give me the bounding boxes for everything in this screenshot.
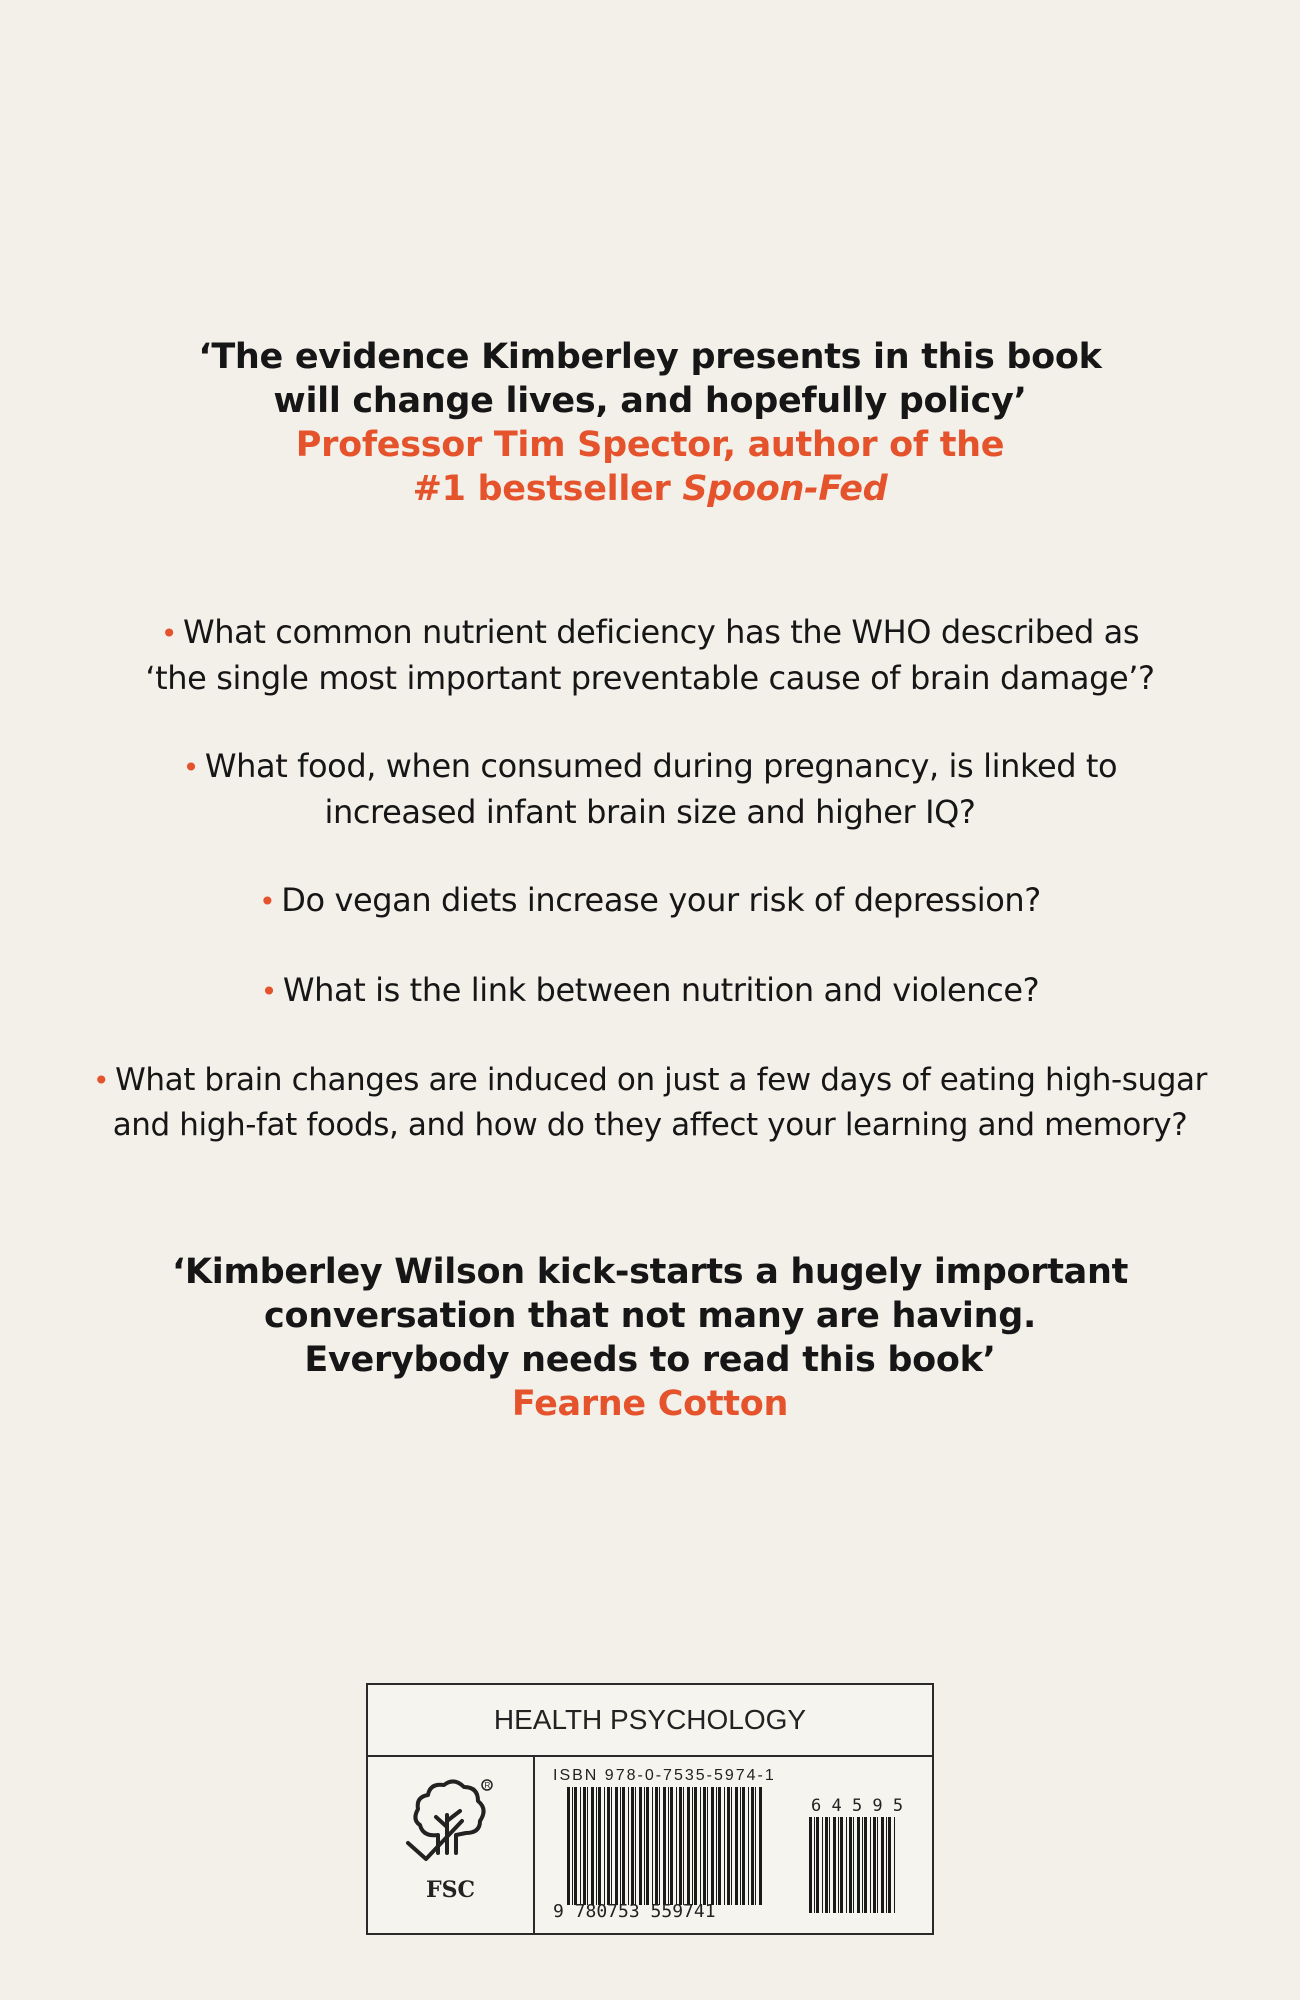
quote-bottom xyxy=(0,1250,1300,1426)
barcode-bar xyxy=(707,1787,708,1905)
isbn-text: ISBN 978-0-7535-5974-1 xyxy=(553,1767,776,1784)
barcode-bar xyxy=(727,1787,730,1905)
bullet-dot-icon: • xyxy=(93,1064,110,1097)
barcode-bar xyxy=(829,1817,830,1913)
barcode-bar xyxy=(809,1817,812,1913)
quote-bottom-line-1: ‘Kimberley Wilson kick-starts a hugely important xyxy=(171,1252,1129,1292)
barcode-bar xyxy=(574,1787,577,1905)
barcode-bar xyxy=(816,1817,819,1913)
barcode-bar xyxy=(853,1817,854,1913)
barcode-bar xyxy=(583,1787,586,1905)
question-line: • What brain changes are induced on just a few days of eating high-sugar xyxy=(93,1062,1207,1098)
barcode-bar xyxy=(639,1787,642,1905)
barcode-bar xyxy=(683,1787,684,1905)
question-line: increased infant brain size and higher IQ? xyxy=(324,793,976,831)
barcode-bar xyxy=(607,1787,610,1905)
fsc-box xyxy=(368,1755,535,1933)
barcode-bar xyxy=(679,1787,682,1905)
barcode-panel xyxy=(366,1683,934,1935)
barcode-bar xyxy=(740,1787,741,1905)
barcode-bar xyxy=(888,1817,891,1913)
question-item xyxy=(0,1058,1300,1147)
question-item xyxy=(0,968,1300,1014)
quote-top-line-1: ‘The evidence Kimberley presents in this book xyxy=(198,337,1102,377)
bullet-dot-icon: • xyxy=(182,751,199,784)
barcode-bar xyxy=(840,1817,843,1913)
barcode-digits: 9 780753 559741 xyxy=(553,1901,716,1922)
question-line: • What is the link between nutrition and violence? xyxy=(260,971,1040,1009)
barcode-bar xyxy=(635,1787,636,1905)
barcode-bar xyxy=(646,1787,649,1905)
barcode-bar xyxy=(652,1787,653,1905)
barcode-bar xyxy=(877,1817,878,1913)
fsc-label: FSC xyxy=(425,1877,476,1903)
quote-bottom-attribution: Fearne Cotton xyxy=(511,1384,789,1424)
barcode-bar xyxy=(894,1817,895,1913)
barcode-bar xyxy=(598,1787,601,1905)
barcode-bar xyxy=(759,1787,762,1905)
barcode-bar xyxy=(663,1787,666,1905)
barcode-bar xyxy=(881,1817,884,1913)
barcode-bar xyxy=(751,1787,754,1905)
quote-bottom-line-2: conversation that not many are having. xyxy=(264,1296,1036,1336)
barcode-bar xyxy=(655,1787,658,1905)
question-line: ‘the single most important preventable cause of brain damage’? xyxy=(145,659,1155,697)
barcode-bar xyxy=(622,1787,625,1905)
barcode-bar xyxy=(700,1787,701,1905)
barcode-bar xyxy=(838,1817,839,1913)
barcode-bar xyxy=(611,1787,612,1905)
quote-top xyxy=(0,335,1300,511)
barcode-bar xyxy=(718,1787,721,1905)
barcode-bar xyxy=(567,1787,570,1905)
barcode-bar xyxy=(670,1787,673,1905)
barcode-bar xyxy=(755,1787,756,1905)
barcode-bar xyxy=(644,1787,645,1905)
bestseller-text: #1 bestseller xyxy=(412,469,683,509)
svg-text:R: R xyxy=(484,1781,491,1790)
barcode-bar xyxy=(742,1787,745,1905)
barcode-bar xyxy=(694,1787,697,1905)
bullet-dot-icon: • xyxy=(160,617,177,650)
barcode-bar xyxy=(862,1817,863,1913)
barcode-bar xyxy=(604,1787,605,1905)
barcode-bar xyxy=(873,1817,876,1913)
question-line: • What common nutrient deficiency has the WHO described as xyxy=(160,613,1140,651)
book-title-spoon-fed: Spoon-Fed xyxy=(682,469,888,509)
barcode-bar xyxy=(735,1787,738,1905)
barcode-bar xyxy=(615,1787,618,1905)
barcode-bar xyxy=(587,1787,588,1905)
barcode-bar xyxy=(748,1787,749,1905)
quote-top-attribution-line-1: Professor Tim Spector, author of the xyxy=(295,425,1005,465)
question-line: and high-fat foods, and how do they affect your learning and memory? xyxy=(112,1107,1188,1143)
barcode-bar xyxy=(668,1787,669,1905)
barcode-bar xyxy=(591,1787,594,1905)
barcode-bar xyxy=(676,1787,677,1905)
barcode-bars-main xyxy=(567,1787,762,1905)
barcode-bar xyxy=(716,1787,717,1905)
question-item xyxy=(0,744,1300,834)
question-item xyxy=(0,610,1300,700)
barcode-bar xyxy=(711,1787,714,1905)
barcode-bar xyxy=(814,1817,815,1913)
question-line: • Do vegan diets increase your risk of depression? xyxy=(259,881,1041,919)
barcode-bar xyxy=(724,1787,725,1905)
bullet-dot-icon: • xyxy=(259,885,276,918)
barcode-bar xyxy=(659,1787,660,1905)
barcode-bar xyxy=(833,1817,836,1913)
barcode-bar xyxy=(825,1817,828,1913)
quote-top-line-2: will change lives, and hopefully policy’ xyxy=(273,381,1027,421)
addon-digits: 6 4 5 9 5 xyxy=(811,1796,904,1816)
quote-bottom-line-3: Everybody needs to read this book’ xyxy=(304,1340,996,1380)
question-line: • What food, when consumed during pregnancy, is linked to xyxy=(182,747,1118,785)
barcode-bar xyxy=(849,1817,852,1913)
question-item xyxy=(0,878,1300,924)
barcode-bar xyxy=(864,1817,867,1913)
bullet-dot-icon: • xyxy=(260,975,277,1008)
barcode-bar xyxy=(631,1787,634,1905)
barcode-bar xyxy=(703,1787,706,1905)
barcode-bar xyxy=(596,1787,597,1905)
barcode-bar xyxy=(687,1787,690,1905)
barcode-bar xyxy=(628,1787,629,1905)
barcode-bar xyxy=(572,1787,573,1905)
fsc-tree-logo-icon xyxy=(368,1765,533,1885)
category-label: HEALTH PSYCHOLOGY xyxy=(368,1685,932,1757)
barcode-bar xyxy=(822,1817,823,1913)
barcode-bar xyxy=(846,1817,847,1913)
barcode-bar xyxy=(731,1787,732,1905)
barcode-bar xyxy=(580,1787,581,1905)
barcode-bar xyxy=(870,1817,871,1913)
barcode-bars-addon xyxy=(809,1817,895,1913)
barcode xyxy=(553,1785,923,1927)
quote-top-attribution-line-2 xyxy=(0,467,1300,511)
barcode-bar xyxy=(620,1787,621,1905)
barcode-bar xyxy=(857,1817,860,1913)
barcode-bar xyxy=(692,1787,693,1905)
barcode-bar xyxy=(886,1817,887,1913)
question-list xyxy=(0,610,1300,1191)
